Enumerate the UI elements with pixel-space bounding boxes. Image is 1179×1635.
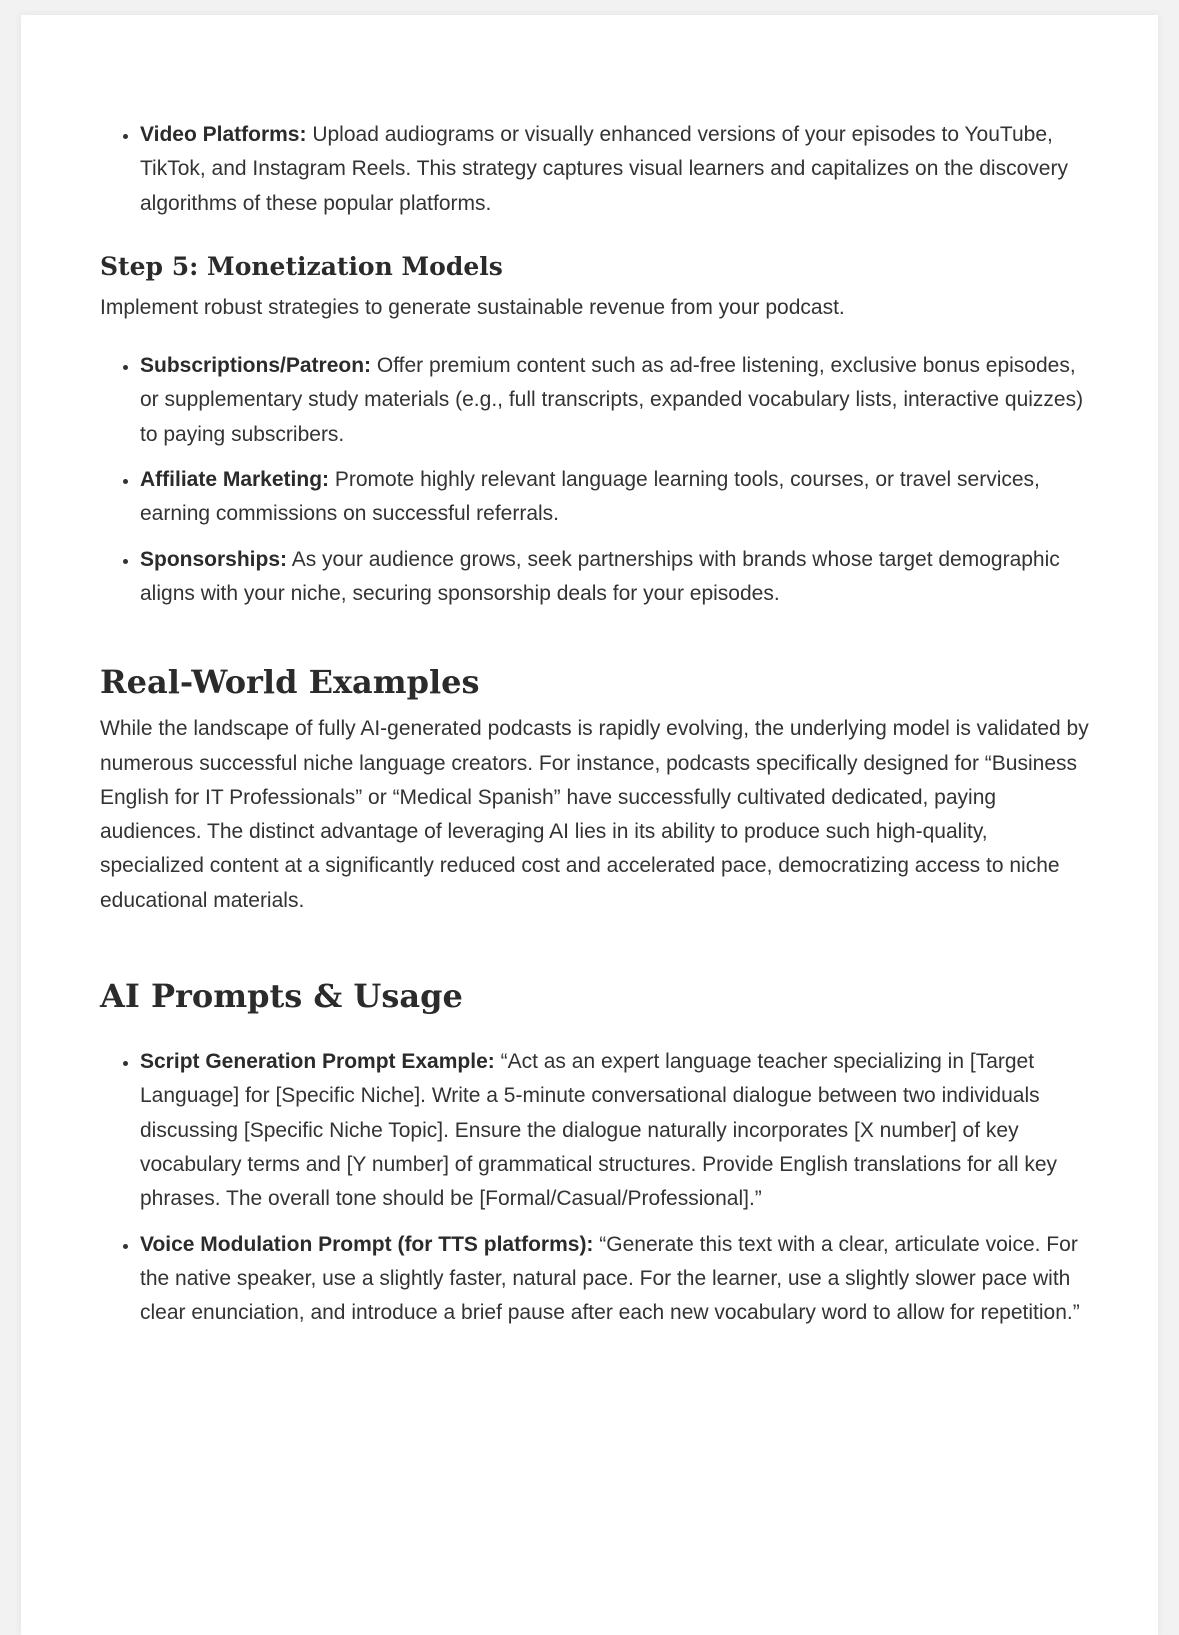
examples-heading: Real-World Examples (100, 663, 480, 702)
list-item-script-prompt (140, 1045, 1095, 1216)
document-content (100, 118, 1095, 1330)
list-item-title: Subscriptions/Patreon: (140, 354, 372, 378)
document-page (21, 15, 1158, 1635)
list-item-video-platforms (140, 118, 1095, 221)
examples-body: While the landscape of fully AI-generated podcasts is rapidly evolving, the underlying model is validated by numerous successful niche language creators. For instance, podcasts specifically designed for “Business English for IT Professionals” or “Medical Spanish” have successfully cultivated dedicated, paying audiences. The distinct advantage of leveraging AI lies in its ability to produce such high-quality, specialized content at a significantly reduced cost and accelerated pace, democratizing access to niche educational materials. (100, 717, 1089, 912)
step5-intro: Implement robust strategies to generate sustainable revenue from your podcast. (100, 295, 845, 319)
list-item-subscriptions (140, 349, 1095, 452)
list-item-sponsorships (140, 543, 1095, 612)
list-item-title: Script Generation Prompt Example: (140, 1050, 495, 1074)
list-item-title: Sponsorships: (140, 547, 288, 571)
monetization-list (100, 349, 1095, 611)
prompts-list (100, 1045, 1095, 1330)
list-item-voice-prompt (140, 1228, 1095, 1331)
list-item-text: “Act as an expert language teacher specializing in [Target Language] for [Specific Niche]. Write a 5-minute conversational dialogue between two individuals discussing [Specific Niche Topic]. Ensure the dialogue naturally incorporates [X number] of key vocabulary terms and [Y number] of grammatical structures. Provide English translations for all key phrases. The overall tone should be [Formal/Casual/Professional].” (140, 1050, 1058, 1211)
list-item-title: Voice Modulation Prompt (for TTS platforms): (140, 1232, 594, 1256)
list-item-title: Video Platforms: (140, 123, 307, 146)
list-item-title: Affiliate Marketing: (140, 468, 330, 492)
list-item-text: Offer premium content such as ad-free listening, exclusive bonus episodes, or supplementary study materials (e.g., full transcripts, expanded vocabulary lists, interactive quizzes) to paying subscribers. (140, 354, 1084, 446)
list-item-text: Upload audiograms or visually enhanced versions of your episodes to YouTube, TikTok, and Instagram Reels. This strategy captures visual learners and capitalizes on the discovery algorithms of these popular platforms. (140, 123, 1068, 215)
step5-heading: Step 5: Monetization Models (100, 251, 503, 281)
list-item-text: Promote highly relevant language learning tools, courses, or travel services, earning commissions on successful referrals. (140, 468, 1040, 526)
list-item-affiliate-marketing (140, 463, 1095, 532)
list-item-text: “Generate this text with a clear, articulate voice. For the native speaker, use a slightly faster, natural pace. For the learner, use a slightly slower pace with clear enunciation, and introduce a brief pause after each new vocabulary word to allow for repetition.” (140, 1232, 1080, 1325)
distribution-list (100, 118, 1095, 221)
prompts-heading: AI Prompts & Usage (100, 977, 463, 1016)
list-item-text: As your audience grows, seek partnerships with brands whose target demographic aligns with your niche, securing sponsorship deals for your episodes. (140, 547, 1060, 605)
